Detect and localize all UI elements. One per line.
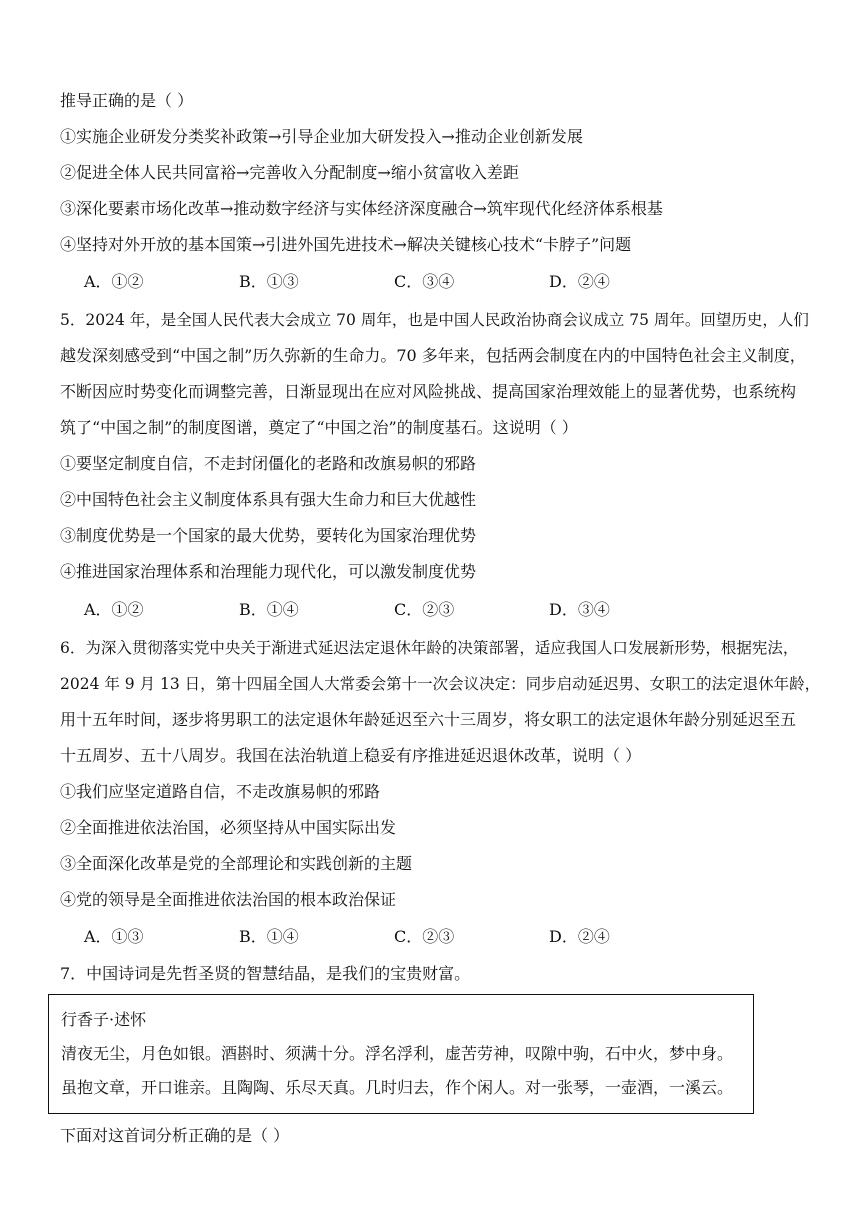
- q5-item-2: ②中国特色社会主义制度体系具有强大生命力和巨大优越性: [60, 490, 477, 509]
- q5-options: [84, 599, 704, 621]
- q4-item-3: ③深化要素市场化改革→推动数字经济与实体经济深度融合→筑牢现代化经济体系根基: [60, 199, 663, 218]
- q5-item-4: ④推进国家治理体系和治理能力现代化，可以激发制度优势: [60, 562, 477, 581]
- q7-follow-question: 下面对这首词分析正确的是（ ）: [60, 1126, 290, 1145]
- q4-stem-end: 推导正确的是（ ）: [60, 91, 194, 110]
- q4-option-a[interactable]: A．①②: [84, 272, 144, 291]
- q5-item-3: ③制度优势是一个国家的最大优势，要转化为国家治理优势: [60, 526, 477, 545]
- q5-option-b[interactable]: B．①④: [239, 600, 299, 619]
- q6-item-2: ②全面推进依法治国，必须坚持从中国实际出发: [60, 818, 397, 837]
- q4-option-b[interactable]: B．①③: [239, 272, 299, 291]
- q6-item-3: ③全面深化改革是党的全部理论和实践创新的主题: [60, 854, 413, 873]
- q6-option-b[interactable]: B．①④: [239, 927, 299, 946]
- q6-options: [84, 926, 704, 948]
- q6-item-1: ①我们应坚定道路自信，不走改旗易帜的邪路: [60, 782, 381, 801]
- q5-stem-line-3: 不断因应时势变化而调整完善，日渐显现出在应对风险挑战、提高国家治理效能上的显著优势，也系统构: [60, 382, 797, 401]
- q5-option-a[interactable]: A．①②: [84, 600, 144, 619]
- q4-item-4: ④坚持对外开放的基本国策→引进外国先进技术→解决关键核心技术“卡脖子”问题: [60, 235, 632, 254]
- q6-option-a[interactable]: A．①③: [84, 927, 144, 946]
- q4-option-c[interactable]: C．③④: [394, 272, 455, 291]
- q5-item-1: ①要坚定制度自信，不走封闭僵化的老路和改旗易帜的邪路: [60, 454, 477, 473]
- q4-item-1: ①实施企业研发分类奖补政策→引导企业加大研发投入→推动企业创新发展: [60, 127, 583, 146]
- q5-option-c[interactable]: C．②③: [394, 600, 455, 619]
- q7-stem: 7．中国诗词是先哲圣贤的智慧结晶，是我们的宝贵财富。: [60, 964, 471, 983]
- q4-options: [84, 271, 704, 293]
- q5-stem-line-4: 筑了“中国之制”的制度图谱，奠定了“中国之治”的制度基石。这说明（ ）: [60, 418, 578, 437]
- q5-option-d[interactable]: D．③④: [549, 600, 610, 619]
- q6-stem-line-2: 2024 年 9 月 13 日，第十四届全国人大常委会第十一次会议决定：同步启动延迟男、女职工的法定退休年龄，: [60, 675, 821, 693]
- poem-line-2: 虽抱文章，开口谁亲。且陶陶、乐尽天真。几时归去，作个闲人。对一张琴，一壶酒，一溪云。: [61, 1078, 734, 1097]
- q6-option-c[interactable]: C．②③: [394, 927, 455, 946]
- q5-stem-line-1: 5．2024 年，是全国人民代表大会成立 70 周年，也是中国人民政治协商会议成立 75 周年。回望历史，人们: [60, 311, 809, 329]
- poem-line-1: 清夜无尘，月色如银。酒斟时、须满十分。浮名浮利，虚苦劳神，叹隙中驹，石中火，梦中身。: [61, 1044, 734, 1063]
- q5-stem-line-2: 越发深刻感受到“中国之制”历久弥新的生命力。70 多年来，包括两会制度在内的中国特色社会主义制度，: [60, 346, 806, 365]
- q6-stem-line-1: 6．为深入贯彻落实党中央关于渐进式延迟法定退休年龄的决策部署，适应我国人口发展新形势，根据宪法，: [60, 639, 799, 657]
- poem-title: 行香子·述怀: [61, 1010, 147, 1029]
- poem-box: [48, 994, 754, 1114]
- q4-item-2: ②促进全体人民共同富裕→完善收入分配制度→缩小贫富收入差距: [60, 163, 519, 182]
- q6-stem-line-3: 用十五年时间，逐步将男职工的法定退休年龄延迟至六十三周岁，将女职工的法定退休年龄分别延迟至五: [60, 710, 797, 729]
- q4-option-d[interactable]: D．②④: [549, 272, 610, 291]
- q6-option-d[interactable]: D．②④: [549, 927, 610, 946]
- q6-stem-line-4: 十五周岁、五十八周岁。我国在法治轨道上稳妥有序推进延迟退休改革，说明（ ）: [60, 746, 642, 765]
- q6-item-4: ④党的领导是全面推进依法治国的根本政治保证: [60, 890, 397, 909]
